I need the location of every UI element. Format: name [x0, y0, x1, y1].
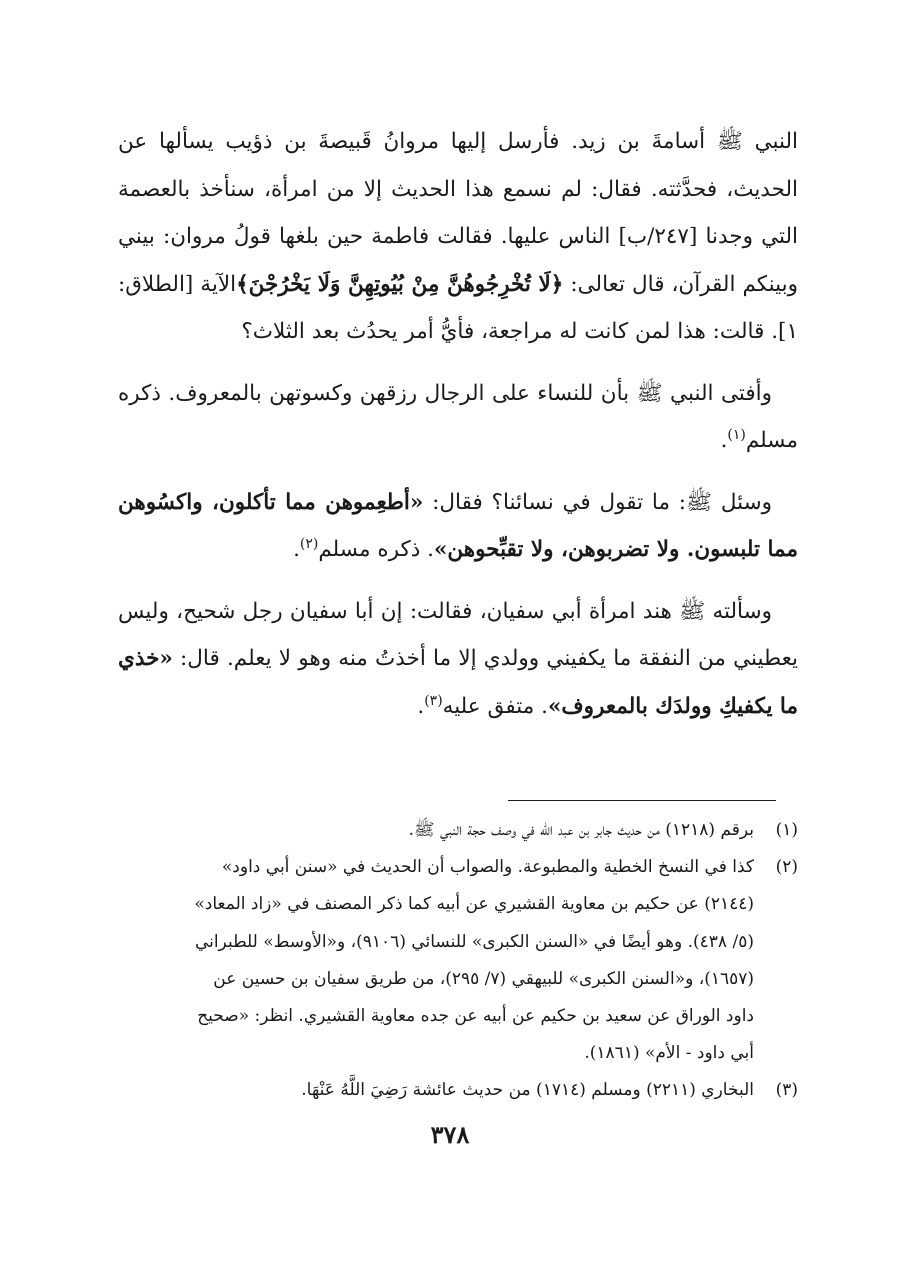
paragraph-3-text-end: . [293, 537, 300, 562]
footnote-text [118, 1072, 754, 1109]
page-number: ٣٧٨ [430, 1120, 470, 1149]
paragraph-4-text-mid: . متفق عليه [442, 693, 548, 719]
paragraph-4-text-end: . [417, 693, 425, 719]
hadith-quote-1: «أطعِموهن مما تأكلون، واكسُوهن مما تلبسون. ولا تضربوهن، ولا تقبِّحوهن» [118, 489, 798, 562]
footnote-3 [118, 1072, 798, 1109]
paragraph-2 [118, 370, 798, 465]
footnote-2 [118, 849, 798, 1072]
footnote-ref-1[interactable]: (١) [727, 426, 746, 443]
footnote-number: (٣) [775, 1080, 798, 1101]
paragraph-4 [118, 588, 798, 731]
quran-verse: ﴿لَا تُخْرِجُوهُنَّ مِنْ بُيُوتِهِنَّ وَلَا يَخْرُجْنَ﴾ [236, 271, 564, 297]
footnote-line: أبي داود - الأم» (١٨٦١). [584, 1043, 754, 1064]
paragraph-3-text-mid: . ذكره مسلم [318, 537, 434, 562]
footnote-line: (٢١٤٤) عن حكيم بن معاوية القشيري عن أبيه كما ذكر المصنف في «زاد المعاد» [194, 894, 754, 915]
footnote-line: داود الوراق عن سعيد بن حكيم عن أبيه عن جده معاوية القشيري. انظر: «صحيح [197, 1006, 754, 1027]
paragraph-1-text: النبي ﷺ أسامةَ بن زيد. فأرسل إليها مروانُ قَبيصةَ بن ذؤيب يسألها عن الحديث، فحدَّثته. فقال: لم نسمع هذا الحديث إلا من امرأة، سنأخذ بالعصمة التي وجدنا [٢٤٧/ب] الناس عليها. فقالت فاطمة حين بلغها قولُ مروان: بيني وبينكم القرآن، قال تعالى: [118, 129, 799, 297]
footnote-line: كذا في النسخ الخطية والمطبوعة. والصواب أن الحديث في «سنن أبي داود» [221, 857, 754, 878]
footnote-ref-2[interactable]: (٢) [299, 535, 319, 552]
paragraph-3 [118, 479, 798, 574]
footnote-ref-3[interactable]: (٣) [424, 692, 443, 709]
footnote-line: برقم (١٢١٨) من حديث جابر بن عبد الله في وصف حجة النبي ﷺ. [408, 820, 754, 840]
footnote-number: (٢) [775, 857, 798, 878]
paragraph-1-text-end: الآية [الطلاق: ١]. قالت: هذا لمن كانت له مراجعة، فأيُّ أمر يحدُث بعد الثلاث؟ [118, 271, 798, 344]
footnotes [118, 812, 798, 1110]
footnote-divider [508, 800, 776, 801]
footnote-line: (١٦٥٧)، و«السنن الكبرى» للبيهقي (٧/ ٢٩٥)، من طريق سفيان بن حسين عن [213, 968, 754, 989]
footnote-1 [118, 812, 798, 849]
main-text [118, 118, 798, 730]
paragraph-3-text: وسئل ﷺ: ما تقول في نسائنا؟ فقال: [423, 489, 772, 515]
footnote-number: (١) [775, 820, 798, 840]
paragraph-2-text-end: . [720, 428, 728, 453]
paragraph-2-text: وأفتى النبي ﷺ بأن للنساء على الرجال رزقهن وكسوتهن بالمعروف. ذكره مسلم [118, 380, 798, 453]
footnote-line: (٥/ ٤٣٨). وهو أيضًا في «السنن الكبرى» للنسائي (٩١٠٦)، و«الأوسط» للطبراني [194, 931, 754, 952]
footnote-text [118, 812, 754, 849]
paragraph-1 [118, 118, 798, 356]
footnote-line: البخاري (٢٢١١) ومسلم (١٧١٤) من حديث عائشة رَضِيَ اللَّهُ عَنْهَا. [301, 1080, 754, 1101]
paragraph-4-text: وسألته ﷺ هند امرأة أبي سفيان، فقالت: إن أبا سفيان رجل شحيح، وليس يعطيني من النفقة ما يكفيني وولدي إلا ما أخذتُ منه وهو لا يعلم. قال: [118, 598, 798, 671]
footnote-text [118, 849, 754, 1072]
hadith-quote-2: «خذي ما يكفيكِ وولدَك بالمعروف» [118, 646, 798, 719]
